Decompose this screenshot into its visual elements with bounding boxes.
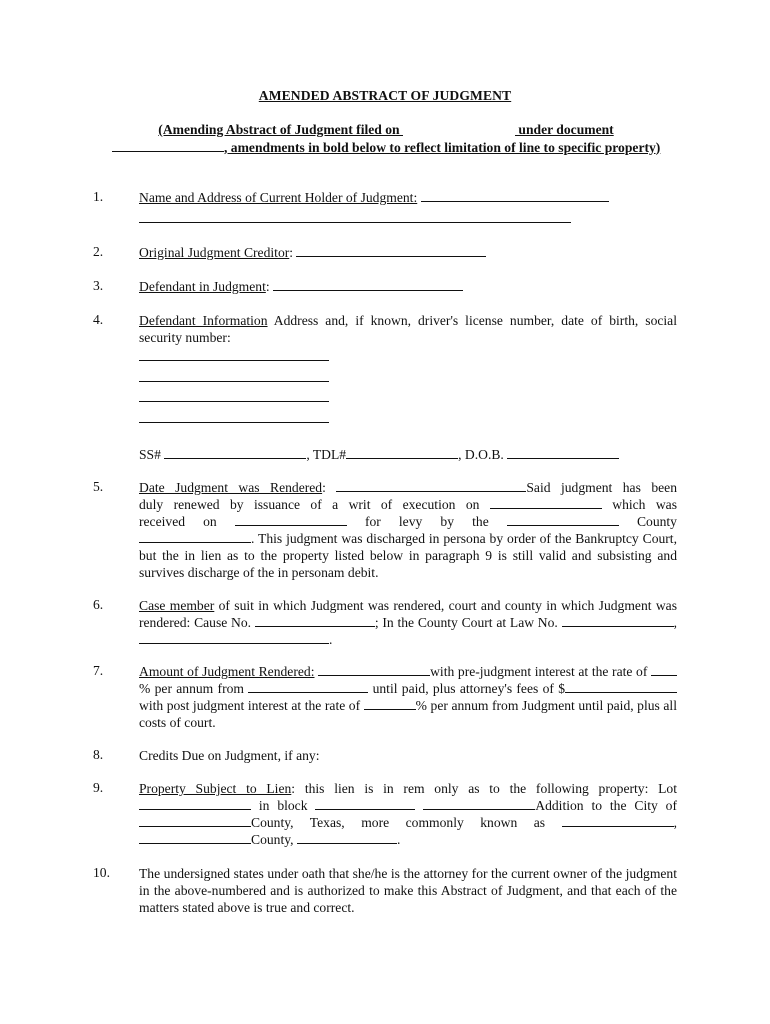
item-text: Credits Due on Judgment, if any: [139,748,320,763]
creditor-blank[interactable] [296,244,486,257]
item-colon: : [322,480,326,495]
item-number: 8. [93,747,104,762]
item-text: Said judgment has been [526,480,677,495]
date-rendered-blank[interactable] [336,479,526,492]
item-text: . [396,832,401,847]
item-text: The undersigned states under oath that she/he is the attorney for the current owner of the judgment in the above-numbered and is authorized to make this Abstract of Judgment, and that each of the matters stated above is true and correct. [139,866,677,915]
received-date-blank[interactable] [235,513,347,526]
dob-blank[interactable] [507,446,619,459]
known-as-blank[interactable] [562,814,674,827]
item-text: with post judgment interest at the rate of [139,698,361,713]
item-label: Property Subject to Lien [139,781,292,796]
document-subtitle [108,121,664,156]
ss-blank[interactable] [164,446,306,459]
defendant-info-line-3[interactable] [139,389,329,402]
item-text: % per annum from Judgment until paid, plus all costs of court. [139,698,677,730]
filed-on-blank[interactable] [403,122,515,134]
item-number: 9. [93,780,104,795]
ss-label: SS# [139,447,161,462]
item-number: 4. [93,312,104,327]
item-text: County [636,514,677,529]
subtitle-part2: under document [515,122,614,137]
item-text: $ [558,681,565,696]
court-county-blank[interactable] [139,631,329,644]
tdl-label: , TDL# [306,447,347,462]
city-blank[interactable] [139,814,251,827]
item-text: until paid, plus attorney's fees of [372,681,554,696]
writ-date-blank[interactable] [490,496,602,509]
item-text: , [673,615,677,630]
county-name-blank[interactable] [139,530,251,543]
document-title: AMENDED ABSTRACT OF JUDGMENT [258,88,512,103]
address-county-blank[interactable] [139,831,251,844]
subtitle-part1: (Amending Abstract of Judgment filed on [158,122,403,137]
item-colon: : [265,279,270,294]
item-label: Date Judgment was Rendered [139,480,323,495]
item-text: County, Texas, more commonly known as [251,815,546,830]
dob-label: , D.O.B. [458,447,504,462]
court-number-blank[interactable] [562,614,674,627]
defendant-blank[interactable] [273,278,463,291]
block-blank[interactable] [315,797,415,810]
item-label: Defendant in Judgment [139,279,266,294]
prejudgment-date-blank[interactable] [248,680,368,693]
item-number: 6. [93,597,104,612]
item-number: 5. [93,479,104,494]
cause-number-blank[interactable] [255,614,375,627]
item-text: ; In the County Court at Law No. [374,615,558,630]
defendant-info-line-4[interactable] [139,410,329,423]
item-label: Defendant Information [139,313,268,328]
item-number: 7. [93,663,104,678]
county-blank[interactable] [507,513,619,526]
prejudgment-rate-blank[interactable] [651,663,677,676]
address-blank[interactable] [297,831,397,844]
item-label: Name and Address of Current Holder of Judgment: [139,190,418,205]
item-number: 2. [93,244,104,259]
item-text: Address and, if known, driver's license number, date of birth, social security number: [139,313,677,345]
item-text: County, [251,832,294,847]
lot-blank[interactable] [139,797,251,810]
item-text: . This judgment was discharged in persona by order of the Bankruptcy Court, but the in lien as to the property listed below in paragraph 9 is still valid and subsisting and survives discharge of the in personam debit. [139,531,677,580]
post-judgment-rate-blank[interactable] [364,697,416,710]
item-text: with pre-judgment interest at the rate of [430,664,648,679]
defendant-info-line-2[interactable] [139,369,329,382]
holder-address-blank[interactable] [139,210,571,223]
item-text: of suit in which Judgment was rendered, court and county in which Judgment was rendered: Cause No. [139,598,677,630]
item-text: . [329,632,333,647]
item-colon: : [289,245,294,260]
item-text: , [673,815,677,830]
amount-blank[interactable] [318,663,430,676]
holder-name-blank[interactable] [421,189,609,202]
attorney-fees-blank[interactable] [565,680,677,693]
tdl-blank[interactable] [346,446,458,459]
document-number-blank[interactable] [112,139,224,152]
item-label: Original Judgment Creditor [139,245,290,260]
subtitle-part3: , amendments in bold below to reflect limitation of line to specific property) [224,139,661,155]
item-number: 1. [93,189,104,204]
item-number: 3. [93,278,104,293]
item-text: % per annum from [139,681,244,696]
item-text: Addition to the City of [535,798,677,813]
item-number: 10. [93,865,110,880]
defendant-info-line-1[interactable] [139,348,329,361]
item-text: : this lien is in rem only as to the following property: Lot [291,781,677,796]
addition-blank[interactable] [423,797,535,810]
item-label: Case member [139,598,215,613]
writ-text: duly renewed by issuance of a writ of execution on [139,497,480,512]
item-text: in block [258,798,308,813]
item-label: Amount of Judgment Rendered: [139,664,315,679]
